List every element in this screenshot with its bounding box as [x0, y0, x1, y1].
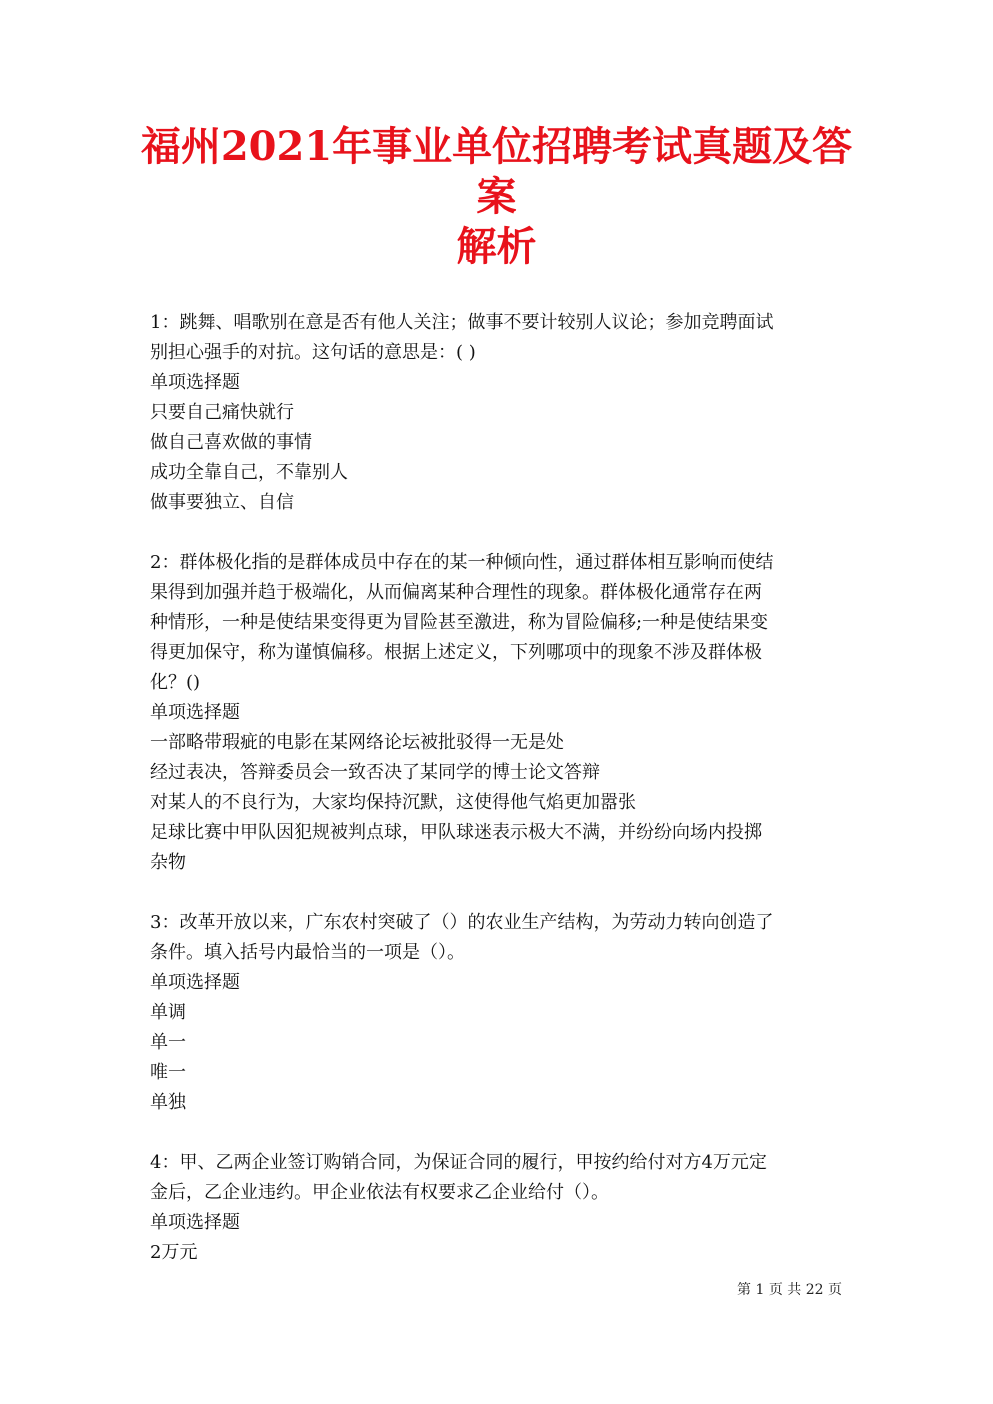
- question-list: [150, 308, 842, 1298]
- option-b: 单一: [150, 1032, 186, 1053]
- option-c: 对某人的不良行为，大家均保持沉默，这使得他气焰更加嚣张: [150, 792, 636, 813]
- question-text: 3：改革开放以来，广东农村突破了（）的农业生产结构，为劳动力转向创造了: [150, 912, 774, 933]
- question-text: 得更加保守，称为谨慎偏移。根据上述定义，下列哪项中的现象不涉及群体极: [150, 642, 762, 663]
- option-d-continued: 杂物: [150, 852, 186, 873]
- option-a: 2万元: [150, 1242, 198, 1263]
- option-c: 唯一: [150, 1062, 186, 1083]
- option-b: 经过表决，答辩委员会一致否决了某同学的博士论文答辩: [150, 762, 600, 783]
- question-type: 单项选择题: [150, 1212, 240, 1233]
- document-title: [140, 122, 853, 272]
- option-a: 一部略带瑕疵的电影在某网络论坛被批驳得一无是处: [150, 732, 564, 753]
- title-line-1: 福州2021年事业单位招聘考试真题及答案: [140, 123, 853, 220]
- question-3: [150, 908, 842, 1118]
- page-footer: [700, 1280, 842, 1300]
- question-1: [150, 308, 842, 518]
- question-text: 果得到加强并趋于极端化，从而偏离某种合理性的现象。群体极化通常存在两: [150, 582, 762, 603]
- question-4: [150, 1148, 842, 1268]
- option-a: 单调: [150, 1002, 186, 1023]
- option-d: 足球比赛中甲队因犯规被判点球，甲队球迷表示极大不满，并纷纷向场内投掷: [150, 822, 762, 843]
- option-d: 单独: [150, 1092, 186, 1113]
- question-text: 种情形，一种是使结果变得更为冒险甚至激进，称为冒险偏移;一种是使结果变: [150, 612, 769, 633]
- option-d: 做事要独立、自信: [150, 492, 294, 513]
- title-line-2: 解析: [456, 223, 537, 270]
- option-a: 只要自己痛快就行: [150, 402, 294, 423]
- page-number: 第 1 页 共 22 页: [737, 1282, 842, 1298]
- question-text: 2：群体极化指的是群体成员中存在的某一种倾向性，通过群体相互影响而使结: [150, 552, 774, 573]
- option-c: 成功全靠自己，不靠别人: [150, 462, 348, 483]
- question-text: 4：甲、乙两企业签订购销合同，为保证合同的履行，甲按约给付对方4万元定: [150, 1152, 767, 1173]
- question-text: 金后，乙企业违约。甲企业依法有权要求乙企业给付（）。: [150, 1182, 609, 1203]
- question-type: 单项选择题: [150, 702, 240, 723]
- question-text: 别担心强手的对抗。这句话的意思是：( ): [150, 342, 476, 363]
- question-text: 1：跳舞、唱歌别在意是否有他人关注；做事不要计较别人议论；参加竞聘面试: [150, 312, 774, 333]
- option-b: 做自己喜欢做的事情: [150, 432, 312, 453]
- question-type: 单项选择题: [150, 372, 240, 393]
- question-text: 条件。填入括号内最恰当的一项是（）。: [150, 942, 465, 963]
- question-type: 单项选择题: [150, 972, 240, 993]
- question-text: 化？(): [150, 672, 201, 693]
- question-2: [150, 548, 842, 878]
